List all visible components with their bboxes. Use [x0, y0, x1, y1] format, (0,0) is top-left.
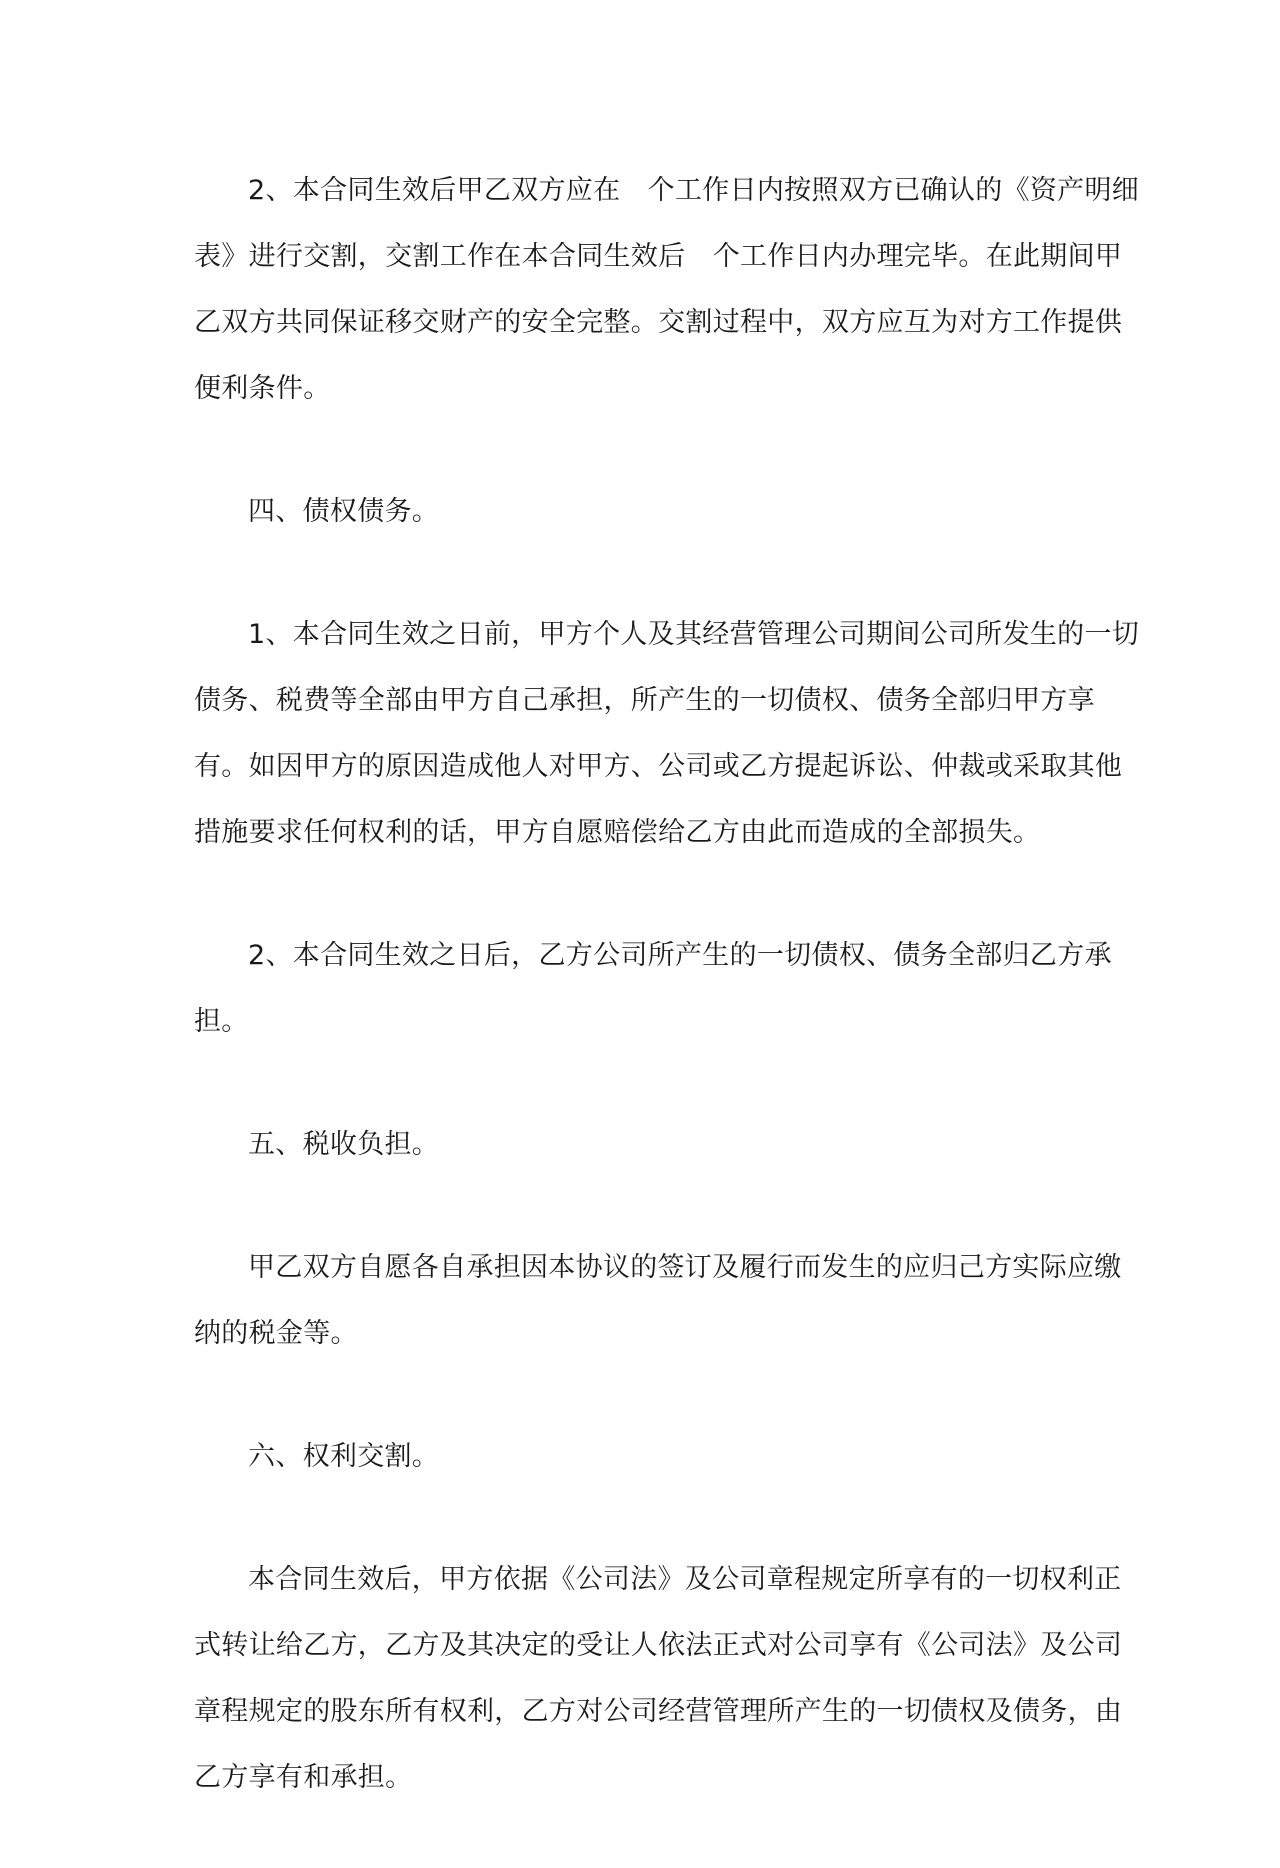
document-body	[194, 158, 1140, 1868]
text-line: 乙方享有和承担。	[194, 1762, 413, 1793]
heading-text: 六、权利交割。	[248, 1441, 440, 1472]
text-line: 章程规定的股东所有权利，乙方对公司经营管理所产生的一切债权及债务，由	[194, 1696, 1123, 1727]
text-line: 债务、税费等全部由甲方自己承担，所产生的一切债权、债务全部归甲方享	[194, 685, 1095, 716]
paragraph-asset-handover	[194, 158, 1140, 422]
text-line: 2、本合同生效之日后，乙方公司所产生的一切债权、债务全部归乙方承	[248, 940, 1112, 971]
section-heading-debts	[194, 479, 1094, 545]
section-heading-rights	[194, 1424, 1094, 1490]
text-line: 2、本合同生效后甲乙双方应在 个工作日内按照双方已确认的《资产明细	[248, 175, 1140, 206]
text-line: 1、本合同生效之日前，甲方个人及其经营管理公司期间公司所发生的一切	[248, 619, 1140, 650]
text-line: 式转让给乙方，乙方及其决定的受让人依法正式对公司享有《公司法》及公司	[194, 1630, 1123, 1661]
text-line: 表》进行交割，交割工作在本合同生效后 个工作日内办理完毕。在此期间甲	[194, 241, 1123, 272]
text-line: 有。如因甲方的原因造成他人对甲方、公司或乙方提起诉讼、仲裁或采取其他	[194, 751, 1123, 782]
text-line: 甲乙双方自愿各自承担因本协议的签订及履行而发生的应归己方实际应缴	[248, 1252, 1122, 1283]
text-line: 纳的税金等。	[194, 1318, 358, 1349]
heading-text: 五、税收负担。	[248, 1129, 440, 1160]
paragraph-tax	[194, 1235, 1122, 1367]
text-line: 担。	[194, 1006, 249, 1037]
text-line: 乙双方共同保证移交财产的安全完整。交割过程中，双方应互为对方工作提供	[194, 307, 1123, 338]
section-heading-tax	[194, 1112, 1094, 1178]
heading-text: 四、债权债务。	[248, 496, 440, 527]
text-line: 本合同生效后，甲方依据《公司法》及公司章程规定所享有的一切权利正	[248, 1564, 1122, 1595]
paragraph-debts-before	[194, 602, 1140, 866]
text-line: 便利条件。	[194, 373, 331, 404]
paragraph-debts-after	[194, 923, 1112, 1055]
text-line: 措施要求任何权利的话，甲方自愿赔偿给乙方由此而造成的全部损失。	[194, 817, 1041, 848]
paragraph-rights	[194, 1547, 1123, 1811]
